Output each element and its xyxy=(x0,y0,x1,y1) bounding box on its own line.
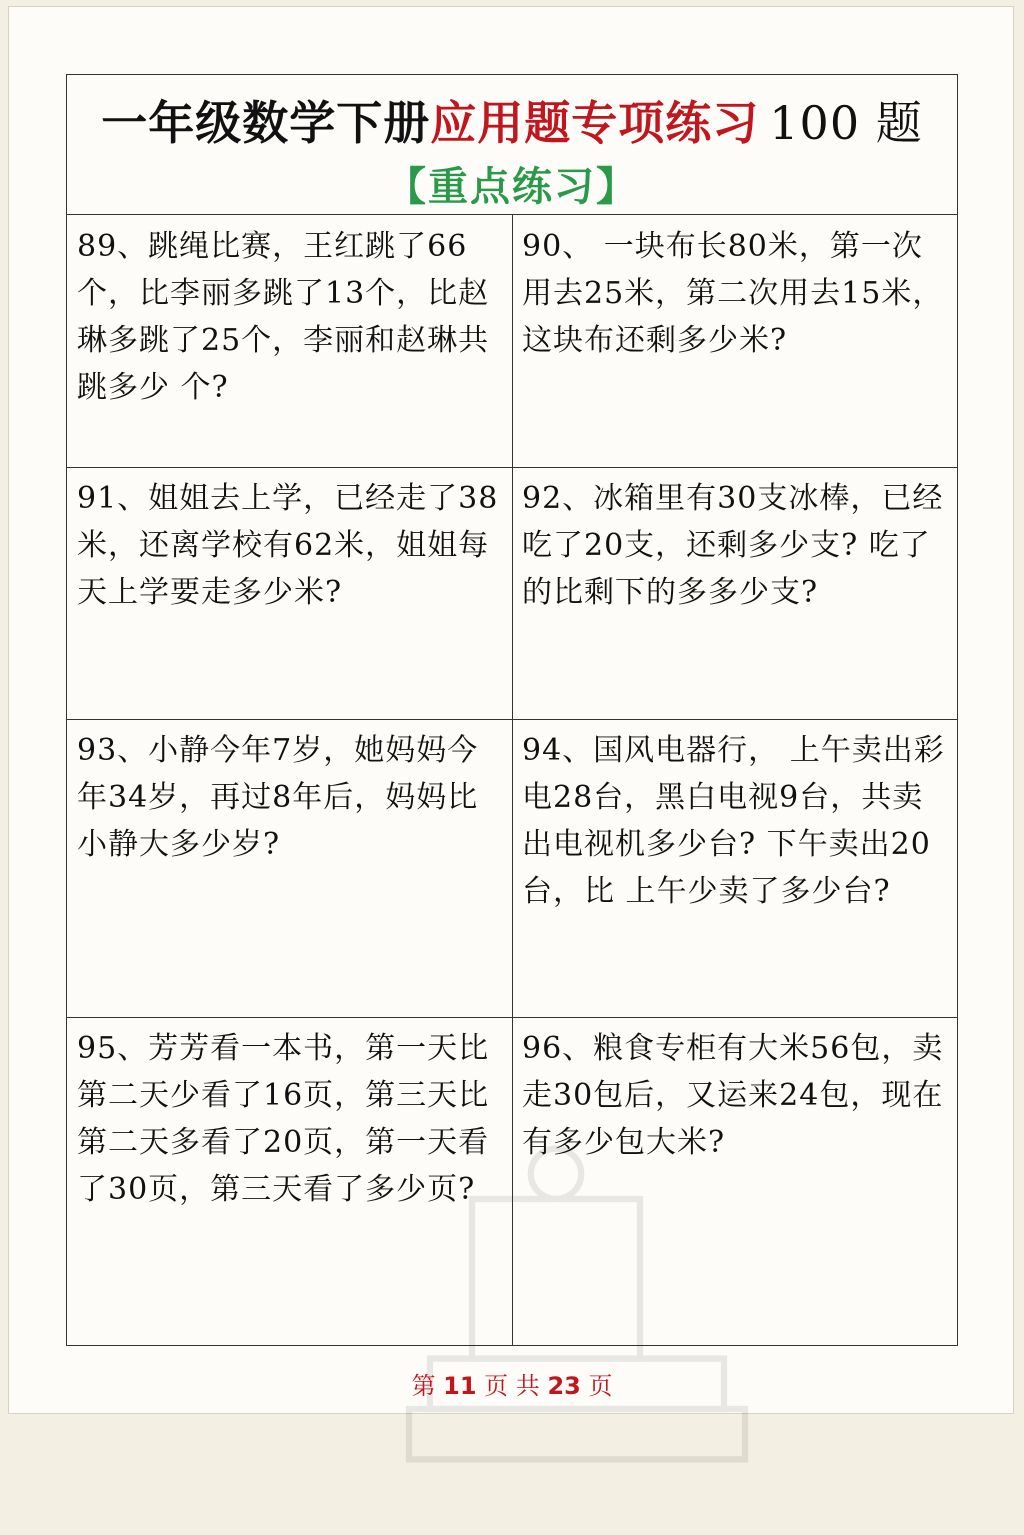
page-prefix: 第 xyxy=(411,1372,436,1400)
worksheet-title xyxy=(67,87,957,153)
problem-91: 91、姐姐去上学，已经走了38米，还离学校有62米，姐姐每天上学要走多少米? xyxy=(77,481,499,610)
problem-92: 92、冰箱里有30支冰棒，已经吃了20支，还剩多少支? 吃了的比剩下的多多少支? xyxy=(522,481,944,610)
worksheet-header xyxy=(67,75,957,215)
worksheet-table xyxy=(66,74,958,1346)
problem-89: 89、跳绳比赛，王红跳了66个，比李丽多跳了13个，比赵琳多跳了25个，李丽和赵琳共跳多少 个? xyxy=(77,229,490,405)
problem-93: 93、小静今年7岁，她妈妈今年34岁，再过8年后，妈妈比小静大多少岁? xyxy=(77,733,479,862)
title-topic: 应用题专项练习 xyxy=(430,96,760,150)
page-suffix: 页 xyxy=(588,1372,613,1400)
problem-96: 96、粮食专柜有大米56包，卖走30包后，又运来24包，现在有多少包大米? xyxy=(522,1031,944,1160)
title-grade: 一年级数学下册 xyxy=(101,96,431,150)
page-middle: 页 共 xyxy=(484,1372,540,1400)
problem-94: 94、国风电器行， 上午卖出彩电28台，黑白电视9台，共卖出电视机多少台? 下午卖出20台，比 上午少卖了多少台? xyxy=(522,733,945,909)
problem-90: 90、 一块布长80米，第一次用去25米，第二次用去15米，这块布还剩多少米? xyxy=(522,229,944,358)
problem-95: 95、芳芳看一本书，第一天比第二天少看了16页，第三天比第二天多看了20页，第一天看了30页，第三天看了多少页? xyxy=(77,1031,490,1207)
page-indicator xyxy=(0,1366,1024,1401)
problem-grid xyxy=(67,215,957,1345)
title-count: 100 题 xyxy=(769,96,923,150)
total-pages-number: 23 xyxy=(547,1372,581,1400)
current-page-number: 11 xyxy=(443,1372,477,1400)
worksheet-subtitle: 【重点练习】 xyxy=(386,163,638,210)
